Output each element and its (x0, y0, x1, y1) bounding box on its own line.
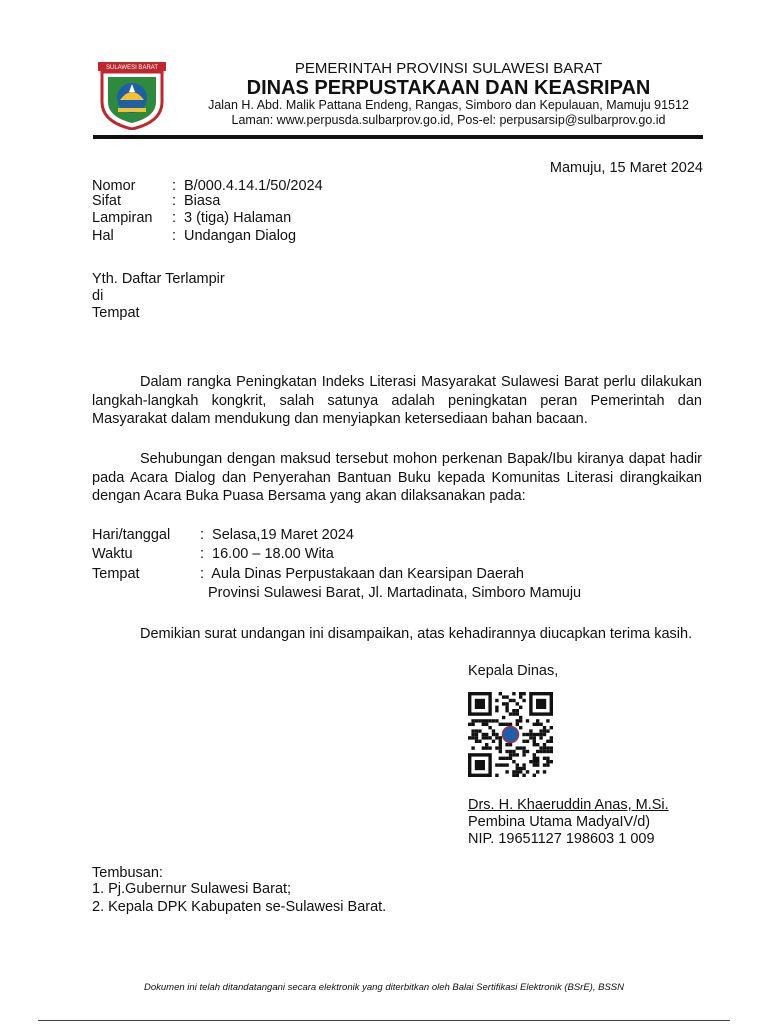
signatory-rank: Pembina Utama MadyaIV/d) (468, 814, 651, 830)
signatory-title: Kepala Dinas, (468, 663, 559, 679)
recipient-di: di (92, 288, 104, 304)
meta-value: 3 (tiga) Halaman (184, 210, 292, 226)
schedule-row-place (92, 566, 524, 582)
letterhead-contact: Laman: www.perpusda.sulbarprov.go.id, Pos-el: perpusarsip@sulbarprov.go.id (231, 113, 666, 127)
schedule-label: Tempat (92, 566, 140, 582)
schedule-place-continuation: Provinsi Sulawesi Barat, Jl. Martadinata, Simboro Mamuju (208, 585, 582, 601)
meta-colon: : (172, 210, 177, 226)
meta-row-hal (92, 228, 296, 244)
meta-label: Hal (92, 228, 114, 244)
meta-value: B/000.4.14.1/50/2024 (184, 178, 323, 194)
letterhead-divider (93, 135, 703, 139)
recipient-line: Yth. Daftar Terlampir (92, 271, 225, 287)
meta-label: Lampiran (92, 210, 153, 226)
cc-heading: Tembusan: (92, 865, 163, 881)
schedule-value: Aula Dinas Perpustakaan dan Kearsipan Daerah (211, 566, 524, 582)
meta-label: Sifat (92, 193, 122, 209)
body-paragraph: Dalam rangka Peningkatan Indeks Literasi Masyarakat Sulawesi Barat perlu dilakukan langkah-langkah kongkrit, salah satunya adalah peningkatan peran Pemerintah dan Masyarakat dalam mendukung dan menyiapkan ketersediaan bahan bacaan. (92, 374, 702, 427)
schedule-colon: : (200, 566, 205, 582)
signatory-name: Drs. H. Khaeruddin Anas, M.Si. (468, 797, 669, 813)
logo-label: SULAWESI BARAT (105, 65, 159, 71)
electronic-signature-footer: Dokumen ini telah ditandatangani secara elektronik yang diterbitkan oleh Balai Sertifikasi Elektronik (BSrE), BSSN (144, 982, 624, 993)
meta-value: Biasa (184, 193, 221, 209)
schedule-label: Hari/tanggal (92, 527, 171, 543)
meta-colon: : (172, 193, 177, 209)
schedule-value: 16.00 – 18.00 Wita (212, 546, 334, 562)
meta-colon: : (172, 228, 177, 244)
signatory-nip: NIP. 19651127 198603 1 009 (468, 831, 655, 847)
letterhead-address: Jalan H. Abd. Malik Pattana Endeng, Rangas, Simboro dan Kepulauan, Mamuju 91512 (208, 98, 689, 112)
meta-row-lampiran (92, 210, 291, 226)
meta-colon: : (172, 178, 177, 194)
meta-row-sifat (92, 193, 220, 209)
schedule-value: Selasa,19 Maret 2024 (212, 527, 354, 543)
cc-item: 2. Kepala DPK Kabupaten se-Sulawesi Barat. (92, 899, 387, 915)
qr-code-signature (468, 692, 556, 778)
letterhead-government-name: PEMERINTAH PROVINSI SULAWESI BARAT (294, 60, 603, 77)
closing-paragraph: Demikian surat undangan ini disampaikan, atas kehadirannya diucapkan terima kasih. (140, 626, 693, 642)
schedule-label: Waktu (92, 546, 133, 562)
meta-value: Undangan Dialog (184, 228, 297, 244)
meta-row-nomor (92, 178, 323, 194)
cc-item: 1. Pj.Gubernur Sulawesi Barat; (92, 881, 292, 897)
provincial-emblem-logo (96, 62, 168, 130)
letter-date: Mamuju, 15 Maret 2024 (549, 160, 703, 176)
schedule-row-time (92, 546, 334, 562)
meta-label: Nomor (92, 178, 136, 194)
schedule-colon: : (200, 546, 205, 562)
letterhead-agency-name: DINAS PERPUSTAKAAN DAN KEASRIPAN (246, 77, 651, 99)
schedule-row-date (92, 527, 354, 543)
body-paragraph: Sehubungan dengan maksud tersebut mohon perkenan Bapak/Ibu kiranya dapat hadir pada Acara Dialog dan Penyerahan Bantuan Buku kepada Komunitas Literasi dirangkaikan dengan Acara Buka Puasa Bersama yang akan dilaksanakan pada: (92, 451, 702, 504)
recipient-place: Tempat (92, 305, 140, 321)
schedule-colon: : (200, 527, 205, 543)
footer-divider (38, 1020, 730, 1021)
